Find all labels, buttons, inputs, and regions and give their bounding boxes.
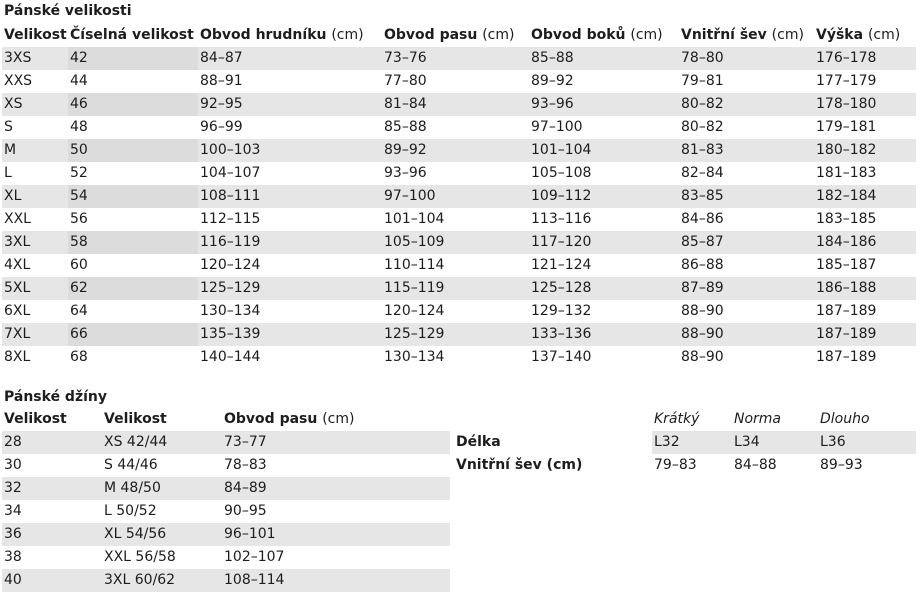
table-row [2, 546, 450, 569]
table-cell: 88–90 [679, 323, 814, 346]
table-cell: 80–82 [679, 93, 814, 116]
table-cell: 120–124 [382, 300, 529, 323]
table-cell: 78–83 [222, 454, 450, 477]
table-cell: 81–84 [382, 93, 529, 116]
table-row [2, 477, 450, 500]
table-cell: 135–139 [198, 323, 382, 346]
column-header: Velikost [4, 27, 67, 43]
table-cell: 62 [68, 277, 198, 300]
column-header: Obvod hrudníku (cm) [200, 27, 364, 43]
table-cell: 50 [68, 139, 198, 162]
table-cell: 44 [68, 70, 198, 93]
table-cell: 101–104 [382, 208, 529, 231]
table-cell: 137–140 [529, 346, 679, 369]
table-cell: L34 [732, 431, 818, 454]
table-cell: 8XL [2, 346, 68, 369]
table-cell: 3XL [2, 231, 68, 254]
table-cell: 73–77 [222, 431, 450, 454]
table-cell: 89–92 [382, 139, 529, 162]
column-header: Krátký [654, 411, 700, 427]
table-cell: 181–183 [814, 162, 916, 185]
table-cell: 125–129 [382, 323, 529, 346]
table-cell: 5XL [2, 277, 68, 300]
table-cell: 100–103 [198, 139, 382, 162]
table-cell: 108–111 [198, 185, 382, 208]
table-cell: 88–90 [679, 300, 814, 323]
table-cell: 182–184 [814, 185, 916, 208]
table-cell: 130–134 [382, 346, 529, 369]
table-cell: 60 [68, 254, 198, 277]
table-cell: 184–186 [814, 231, 916, 254]
table-cell: XS [2, 93, 68, 116]
table-row [2, 47, 916, 70]
table-cell: 34 [2, 500, 102, 523]
table-row [2, 231, 916, 254]
table-row [2, 185, 916, 208]
table-row [2, 300, 916, 323]
length-table [454, 408, 916, 477]
table-cell: 80–82 [679, 116, 814, 139]
table-header-row [2, 24, 916, 47]
table-cell: 129–132 [529, 300, 679, 323]
table-cell: 79–83 [654, 457, 697, 473]
table-cell: 82–84 [679, 162, 814, 185]
table-cell: 3XS [2, 47, 68, 70]
table-cell: S [2, 116, 68, 139]
table-cell: 54 [68, 185, 198, 208]
table-cell: 88–91 [198, 70, 382, 93]
mens-sizes-title: Pánské velikosti [4, 3, 132, 19]
table-cell: 140–144 [198, 346, 382, 369]
table-cell: 77–80 [382, 70, 529, 93]
table-cell: 112–115 [198, 208, 382, 231]
table-row [2, 162, 916, 185]
table-cell: 96–99 [198, 116, 382, 139]
table-cell: 176–178 [814, 47, 916, 70]
table-cell: XS 42/44 [102, 431, 222, 454]
table-cell: 125–129 [198, 277, 382, 300]
table-cell: 185–187 [814, 254, 916, 277]
table-cell: 73–76 [382, 47, 529, 70]
table-cell: 125–128 [529, 277, 679, 300]
table-cell: 117–120 [529, 231, 679, 254]
table-cell: 58 [68, 231, 198, 254]
table-cell: XXS [2, 70, 68, 93]
table-row [2, 523, 450, 546]
table-cell: 42 [68, 47, 198, 70]
table-cell: 6XL [2, 300, 68, 323]
table-cell: 93–96 [529, 93, 679, 116]
table-row [2, 454, 450, 477]
table-cell: 102–107 [222, 546, 450, 569]
column-header: Velikost [4, 411, 67, 427]
table-cell: 87–89 [679, 277, 814, 300]
table-cell: 105–108 [529, 162, 679, 185]
table-cell: 97–100 [382, 185, 529, 208]
column-header: Vnitřní šev (cm) [681, 27, 804, 43]
table-row [2, 277, 916, 300]
table-cell: 48 [68, 116, 198, 139]
table-cell: 66 [68, 323, 198, 346]
table-cell: 85–87 [679, 231, 814, 254]
table-row [2, 116, 916, 139]
table-row [2, 93, 916, 116]
table-cell: 84–87 [198, 47, 382, 70]
table-cell: 130–134 [198, 300, 382, 323]
table-row [454, 431, 916, 454]
table-row [2, 569, 450, 592]
table-cell: 83–85 [679, 185, 814, 208]
table-row [2, 208, 916, 231]
table-cell: 187–189 [814, 323, 916, 346]
table-cell: 177–179 [814, 70, 916, 93]
table-cell: 179–181 [814, 116, 916, 139]
table-row [454, 454, 916, 477]
table-row [2, 139, 916, 162]
table-cell: 180–182 [814, 139, 916, 162]
table-cell: 46 [68, 93, 198, 116]
row-label: Vnitřní šev (cm) [456, 457, 583, 473]
table-cell: 64 [68, 300, 198, 323]
table-header-row [454, 408, 916, 431]
table-cell: 52 [68, 162, 198, 185]
table-cell: M 48/50 [102, 477, 222, 500]
table-cell: 183–185 [814, 208, 916, 231]
table-cell: 56 [68, 208, 198, 231]
table-cell: L [2, 162, 68, 185]
table-cell: 113–116 [529, 208, 679, 231]
table-cell: L 50/52 [102, 500, 222, 523]
table-cell: 28 [2, 431, 102, 454]
table-row [2, 254, 916, 277]
table-cell: XXL [2, 208, 68, 231]
table-cell: 105–109 [382, 231, 529, 254]
table-cell: 85–88 [529, 47, 679, 70]
table-cell: 88–90 [679, 346, 814, 369]
table-row [2, 500, 450, 523]
table-cell: 121–124 [529, 254, 679, 277]
table-cell: 120–124 [198, 254, 382, 277]
table-cell: 36 [2, 523, 102, 546]
table-header-row [2, 408, 450, 431]
mens-jeans-table [2, 408, 450, 592]
table-cell: 116–119 [198, 231, 382, 254]
table-cell: XL [2, 185, 68, 208]
table-cell: 108–114 [222, 569, 450, 592]
column-header: Norma [734, 411, 782, 427]
table-cell: 85–88 [382, 116, 529, 139]
table-cell: XL 54/56 [102, 523, 222, 546]
column-header: Číselná velikost [70, 27, 194, 43]
row-label: Délka [456, 434, 501, 450]
table-cell: S 44/46 [102, 454, 222, 477]
table-cell: 110–114 [382, 254, 529, 277]
table-cell: 40 [2, 569, 102, 592]
table-cell: 78–80 [679, 47, 814, 70]
table-row [2, 346, 916, 369]
table-cell: 96–101 [222, 523, 450, 546]
table-cell: 4XL [2, 254, 68, 277]
table-cell: 90–95 [222, 500, 450, 523]
table-cell: 104–107 [198, 162, 382, 185]
table-row [2, 323, 916, 346]
column-header: Obvod pasu (cm) [224, 411, 355, 427]
table-row [2, 70, 916, 93]
mens-jeans-title: Pánské džíny [4, 389, 107, 405]
column-header: Výška (cm) [816, 27, 901, 43]
table-cell: L32 [652, 431, 732, 454]
table-cell: 92–95 [198, 93, 382, 116]
column-header: Obvod pasu (cm) [384, 27, 515, 43]
table-cell: 89–92 [529, 70, 679, 93]
column-header: Obvod boků (cm) [531, 27, 663, 43]
table-cell: 84–89 [222, 477, 450, 500]
table-cell: 7XL [2, 323, 68, 346]
table-cell: 84–86 [679, 208, 814, 231]
table-cell: XXL 56/58 [102, 546, 222, 569]
table-cell: 89–93 [820, 457, 863, 473]
table-cell: 97–100 [529, 116, 679, 139]
table-cell: 81–83 [679, 139, 814, 162]
mens-sizes-table [2, 24, 916, 369]
table-cell: 178–180 [814, 93, 916, 116]
table-cell: M [2, 139, 68, 162]
table-cell: 101–104 [529, 139, 679, 162]
table-cell: L36 [818, 431, 916, 454]
table-cell: 115–119 [382, 277, 529, 300]
table-row [2, 431, 450, 454]
table-cell: 38 [2, 546, 102, 569]
table-cell: 68 [68, 346, 198, 369]
table-cell: 3XL 60/62 [102, 569, 222, 592]
table-cell: 79–81 [679, 70, 814, 93]
column-header: Velikost [104, 411, 167, 427]
table-cell: 133–136 [529, 323, 679, 346]
table-cell: 30 [2, 454, 102, 477]
table-cell: 186–188 [814, 277, 916, 300]
table-cell: 187–189 [814, 346, 916, 369]
table-cell: 93–96 [382, 162, 529, 185]
table-cell: 32 [2, 477, 102, 500]
table-cell: 84–88 [734, 457, 777, 473]
column-header: Dlouho [820, 411, 870, 427]
table-cell: 109–112 [529, 185, 679, 208]
table-cell: 187–189 [814, 300, 916, 323]
table-cell: 86–88 [679, 254, 814, 277]
